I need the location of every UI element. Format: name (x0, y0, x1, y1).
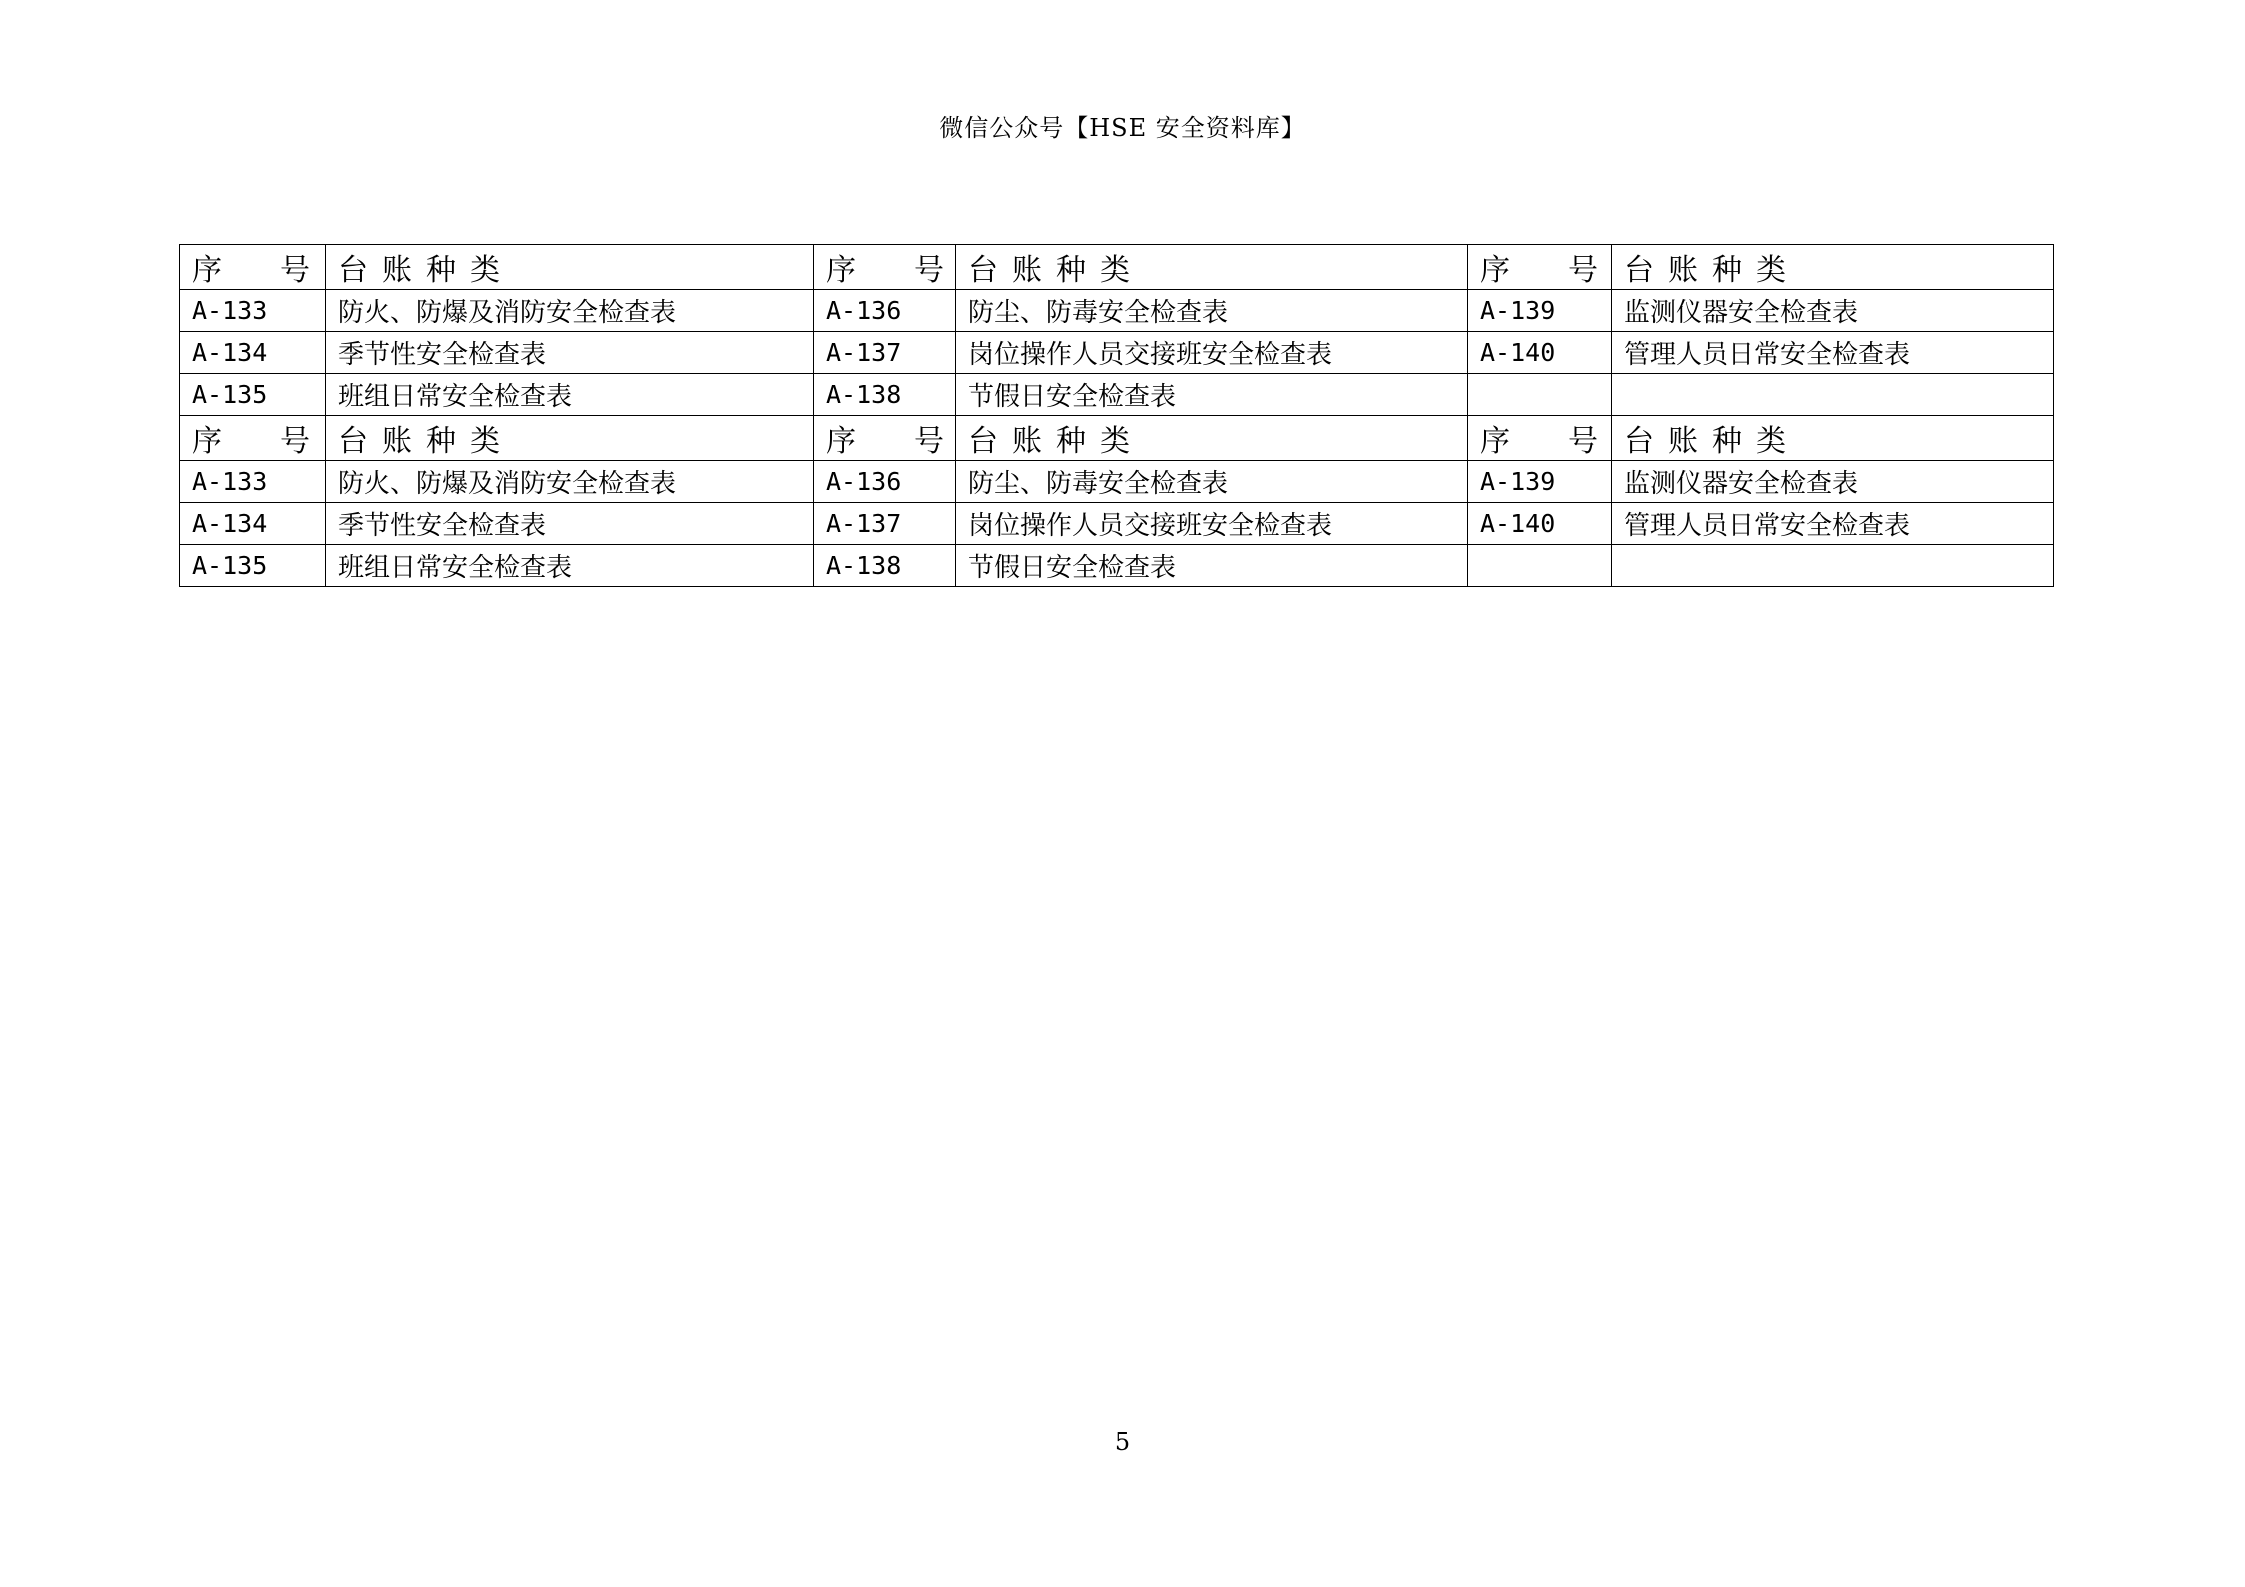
ledger-name-empty (1612, 374, 2054, 416)
table-row (180, 545, 2054, 587)
ledger-code: A-133 (180, 461, 326, 503)
column-header-seq: 序号 (1468, 245, 1612, 290)
ledger-name: 防尘、防毒安全检查表 (956, 461, 1468, 503)
ledger-code: A-139 (1468, 290, 1612, 332)
table-header-row (180, 245, 2054, 290)
column-header-type: 台账种类 (1612, 416, 2054, 461)
ledger-name: 管理人员日常安全检查表 (1612, 332, 2054, 374)
ledger-code: A-139 (1468, 461, 1612, 503)
ledger-name: 节假日安全检查表 (956, 374, 1468, 416)
column-header-seq: 序号 (814, 245, 956, 290)
table-row (180, 461, 2054, 503)
ledger-name: 岗位操作人员交接班安全检查表 (956, 503, 1468, 545)
column-header-type: 台账种类 (1612, 245, 2054, 290)
page-header: 微信公众号【HSE 安全资料库】 (939, 114, 1306, 142)
column-header-seq: 序号 (814, 416, 956, 461)
table-row (180, 332, 2054, 374)
column-header-seq: 序号 (180, 416, 326, 461)
ledger-code: A-140 (1468, 503, 1612, 545)
ledger-name: 节假日安全检查表 (956, 545, 1468, 587)
ledger-code: A-133 (180, 290, 326, 332)
ledger-name: 防尘、防毒安全检查表 (956, 290, 1468, 332)
ledger-name: 监测仪器安全检查表 (1612, 461, 2054, 503)
ledger-code: A-134 (180, 503, 326, 545)
ledger-code: A-138 (814, 374, 956, 416)
column-header-type: 台账种类 (956, 245, 1468, 290)
ledger-name: 防火、防爆及消防安全检查表 (326, 290, 814, 332)
ledger-name: 班组日常安全检查表 (326, 545, 814, 587)
ledger-code: A-136 (814, 461, 956, 503)
ledger-code-empty (1468, 545, 1612, 587)
column-header-type: 台账种类 (326, 245, 814, 290)
table-row (180, 290, 2054, 332)
table-header-row (180, 416, 2054, 461)
ledger-code: A-140 (1468, 332, 1612, 374)
ledger-name: 岗位操作人员交接班安全检查表 (956, 332, 1468, 374)
ledger-code-empty (1468, 374, 1612, 416)
ledger-name: 季节性安全检查表 (326, 503, 814, 545)
ledger-table (179, 244, 2054, 587)
column-header-seq: 序号 (180, 245, 326, 290)
ledger-code: A-136 (814, 290, 956, 332)
ledger-name: 防火、防爆及消防安全检查表 (326, 461, 814, 503)
ledger-name: 班组日常安全检查表 (326, 374, 814, 416)
ledger-code: A-135 (180, 545, 326, 587)
column-header-type: 台账种类 (326, 416, 814, 461)
column-header-type: 台账种类 (956, 416, 1468, 461)
ledger-name: 管理人员日常安全检查表 (1612, 503, 2054, 545)
ledger-code: A-137 (814, 332, 956, 374)
table-row (180, 503, 2054, 545)
ledger-code: A-137 (814, 503, 956, 545)
ledger-code: A-138 (814, 545, 956, 587)
ledger-name-empty (1612, 545, 2054, 587)
ledger-name: 监测仪器安全检查表 (1612, 290, 2054, 332)
column-header-seq: 序号 (1468, 416, 1612, 461)
ledger-code: A-134 (180, 332, 326, 374)
ledger-code: A-135 (180, 374, 326, 416)
ledger-name: 季节性安全检查表 (326, 332, 814, 374)
table-row (180, 374, 2054, 416)
page-number: 5 (1114, 1428, 1131, 1456)
